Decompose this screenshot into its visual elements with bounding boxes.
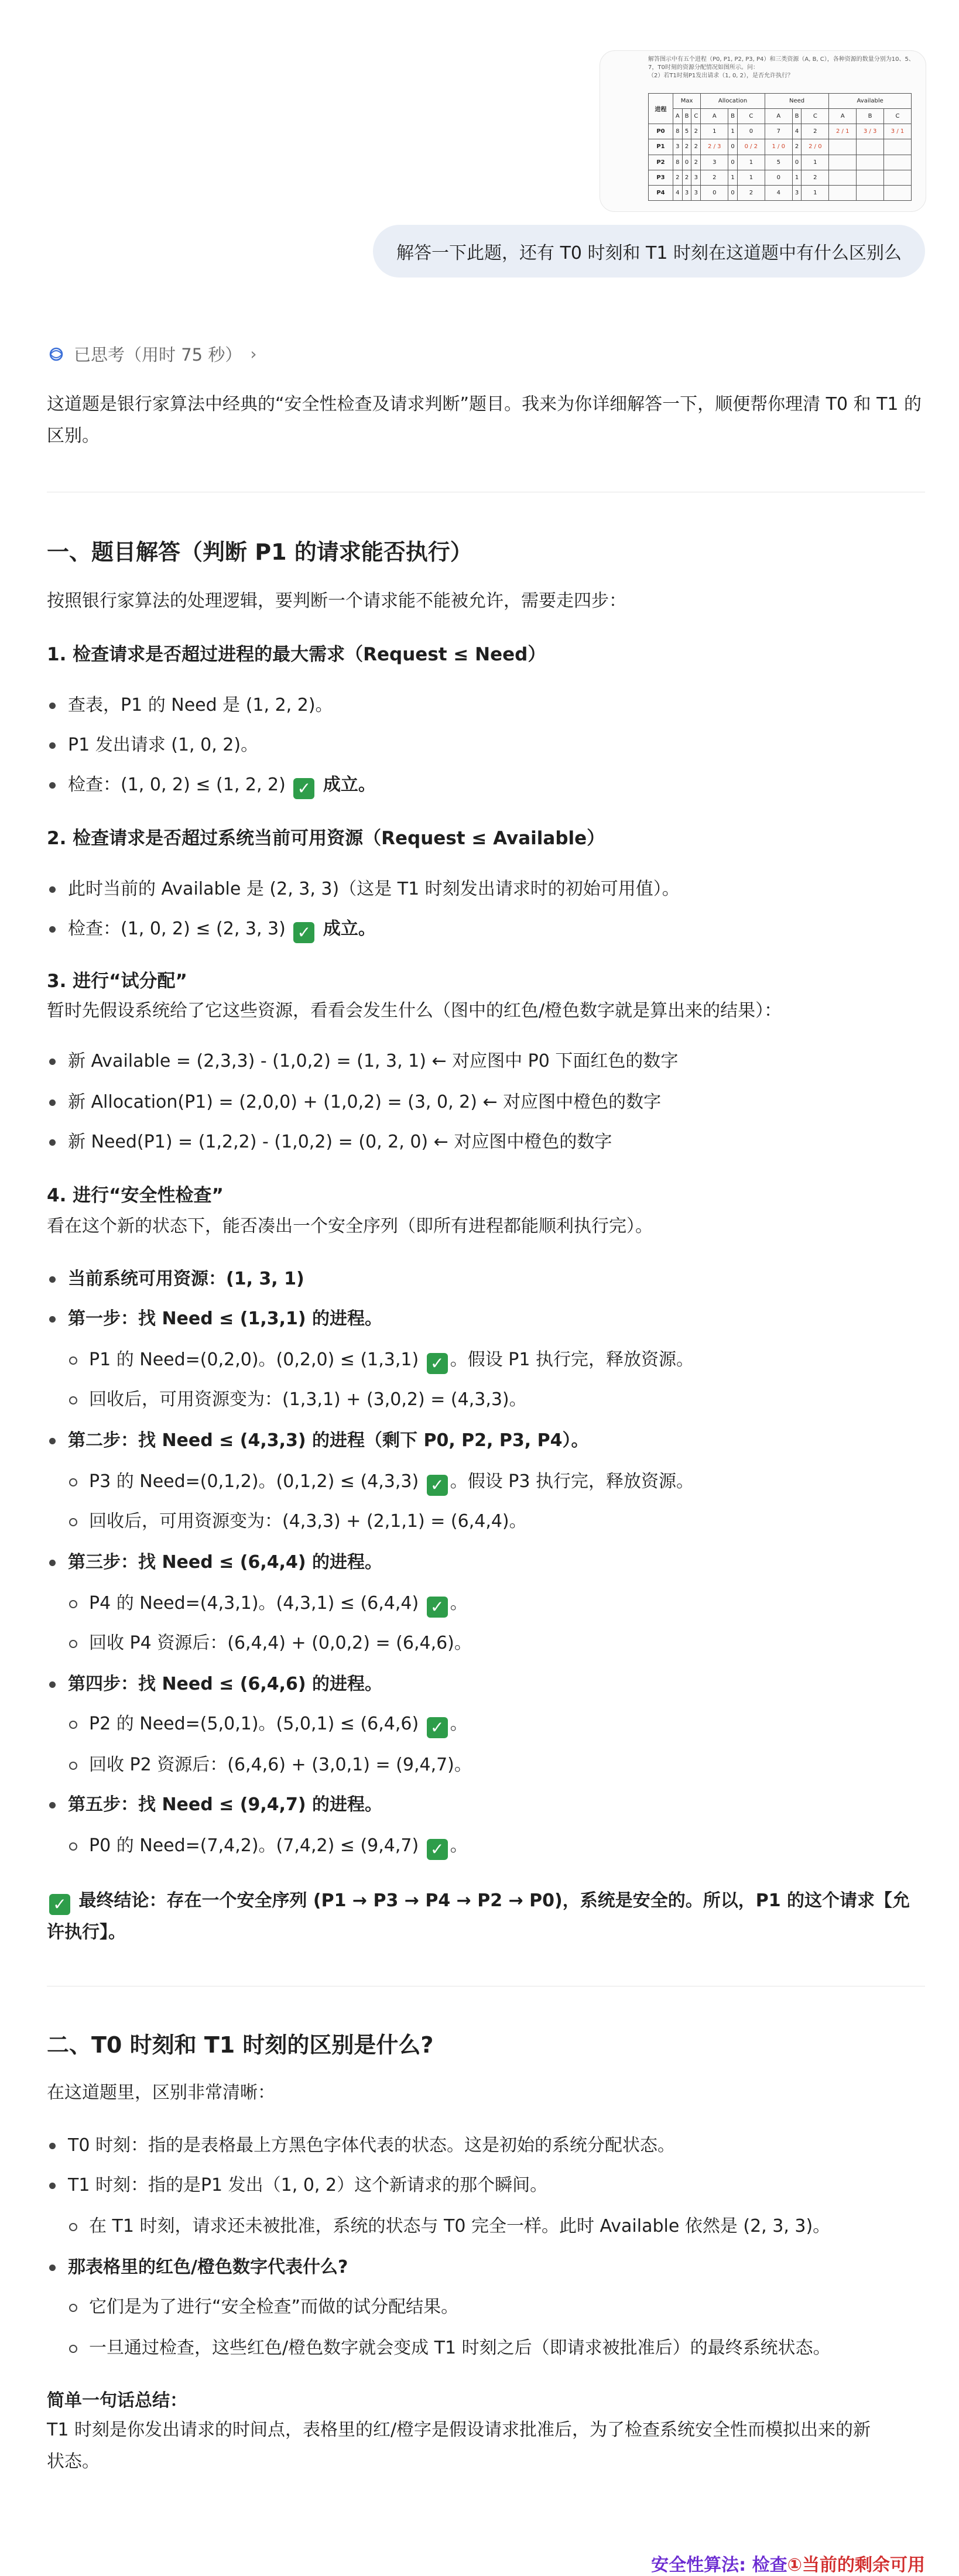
sub-list-item: 它们是为了进行“安全检查”而做的试分配结果。 bbox=[89, 2291, 458, 2323]
list-item-text: 成立。 bbox=[317, 919, 376, 939]
check-icon: ✓ bbox=[427, 1475, 448, 1496]
sub-list-item bbox=[89, 1344, 694, 1376]
col-abc: A bbox=[673, 109, 682, 124]
section-1-lead: 按照银行家算法的处理逻辑，要判断一个请求能不能被允许，需要走四步： bbox=[47, 591, 626, 611]
user-message-text: 解答一下此题，还有 T0 时刻和 T1 时刻在这道题中有什么区别么 bbox=[396, 243, 902, 263]
thinking-toggle[interactable] bbox=[47, 342, 257, 366]
table-row bbox=[649, 155, 912, 170]
step2-title: 2. 检查请求是否超过系统当前可用资源（Request ≤ Available） bbox=[47, 828, 605, 849]
table-cell: 2 / 0 bbox=[802, 139, 829, 155]
image-caption-line: 解答图示中有五个进程（P0, P1, P2, P3, P4）和三类资源（A, B, C），各种资源的数量分别为10、5、7，T0时刻的资源分配情况如图所示。问： bbox=[648, 56, 915, 71]
sub-list-item: 回收 P2 资源后：(6,4,6) + (3,0,1) = (9,4,7)。 bbox=[89, 1749, 472, 1781]
check-icon: ✓ bbox=[293, 922, 314, 943]
table-cell: 5 bbox=[765, 155, 792, 170]
sub-list-item bbox=[89, 1708, 468, 1740]
sub-list-item: 在 T1 时刻，请求还未被批准，系统的状态与 T0 完全一样。此时 Available 依然是 (2, 3, 3)。 bbox=[89, 2211, 830, 2242]
list-item: 那表格里的红色/橙色数字代表什么? bbox=[68, 2252, 348, 2283]
table-cell: P0 bbox=[649, 124, 673, 139]
check-icon: ✓ bbox=[427, 1353, 448, 1374]
table-cell: 1 bbox=[802, 185, 829, 200]
section-2-title: 二、T0 时刻和 T1 时刻的区别是什么? bbox=[47, 2032, 434, 2058]
table-cell: 1 bbox=[737, 170, 765, 185]
table-cell bbox=[884, 185, 912, 200]
table-cell: P4 bbox=[649, 185, 673, 200]
table-cell: P2 bbox=[649, 155, 673, 170]
table-cell: 7 bbox=[765, 124, 792, 139]
image-caption bbox=[648, 56, 916, 80]
table-cell: 0 bbox=[737, 124, 765, 139]
table-cell: 3 bbox=[682, 185, 691, 200]
summary-text: T1 时刻是你发出请求的时间点，表格里的红/橙字是假设请求批准后，为了检查系统安全性而模拟出来的新 bbox=[47, 2420, 871, 2440]
conclusion bbox=[47, 1885, 925, 1948]
footer-text-a: 安全性算法: 检查 bbox=[651, 2555, 787, 2575]
resource-table bbox=[648, 93, 912, 201]
table-cell bbox=[857, 170, 884, 185]
table-cell bbox=[829, 139, 857, 155]
section-1-title: 一、题目解答（判断 P1 的请求能否执行） bbox=[47, 539, 472, 565]
list-item: 第五步：找 Need ≤ (9,4,7) 的进程。 bbox=[68, 1789, 382, 1821]
table-cell: 2 bbox=[682, 139, 691, 155]
table-cell: 2 bbox=[737, 185, 765, 200]
conclusion-text: 许执行】。 bbox=[47, 1922, 126, 1943]
list-item: 查表，P1 的 Need 是 (1, 2, 2)。 bbox=[68, 690, 333, 721]
list-item-text: 检查：(1, 0, 2) ≤ (1, 2, 2) bbox=[68, 775, 292, 795]
sub-list-item-text: 。 bbox=[450, 1593, 468, 1614]
table-row bbox=[649, 170, 912, 185]
step3-title: 3. 进行“试分配” bbox=[47, 971, 187, 992]
sub-list-item bbox=[89, 1830, 468, 1862]
list-item: 第四步：找 Need ≤ (6,4,6) 的进程。 bbox=[68, 1669, 382, 1700]
list-item: 当前系统可用资源：(1, 3, 1) bbox=[68, 1263, 304, 1295]
sub-list-item-text: 。 bbox=[450, 1835, 468, 1856]
sub-list-item-text: 。假设 P3 执行完，释放资源。 bbox=[450, 1471, 694, 1492]
table-cell: 2 bbox=[691, 139, 701, 155]
table-cell: 0 bbox=[728, 185, 738, 200]
step4-title: 4. 进行“安全性检查” bbox=[47, 1185, 224, 1206]
resource-table-grid bbox=[648, 93, 912, 201]
table-cell: 0 / 2 bbox=[737, 139, 765, 155]
table-cell: 2 bbox=[682, 170, 691, 185]
sub-list-item: 回收后，可用资源变为：(4,3,3) + (2,1,1) = (6,4,4)。 bbox=[89, 1506, 527, 1537]
attached-image[interactable] bbox=[600, 50, 926, 212]
list-item: 第三步：找 Need ≤ (6,4,4) 的进程。 bbox=[68, 1547, 382, 1578]
table-cell: 2 bbox=[701, 170, 728, 185]
sub-list-item bbox=[89, 1466, 694, 1498]
sub-list-item: 回收后，可用资源变为：(1,3,1) + (3,0,2) = (4,3,3)。 bbox=[89, 1384, 527, 1416]
table-cell: 4 bbox=[765, 185, 792, 200]
list-item: 新 Allocation(P1) = (2,0,0) + (1,0,2) = (3, 0, 2) ← 对应图中橙色的数字 bbox=[68, 1087, 661, 1118]
table-cell: 1 bbox=[728, 170, 738, 185]
step3-lead: 暂时先假设系统给了它这些资源，看看会发生什么（图中的红色/橙色数字就是算出来的结果）： bbox=[47, 1001, 782, 1021]
table-cell: P1 bbox=[649, 139, 673, 155]
check-icon: ✓ bbox=[427, 1839, 448, 1860]
col-abc: A bbox=[829, 109, 857, 124]
table-cell: 8 bbox=[673, 124, 682, 139]
table-cell: 3 bbox=[691, 170, 701, 185]
user-message-bubble bbox=[373, 225, 925, 278]
table-cell: 2 bbox=[802, 170, 829, 185]
section-2-lead: 在这道题里，区别非常清晰： bbox=[47, 2082, 275, 2103]
summary-paragraph bbox=[47, 2414, 925, 2478]
col-abc: B bbox=[857, 109, 884, 124]
list-item: 新 Available = (2,3,3) - (1,0,2) = (1, 3, 1) ← 对应图中 P0 下面红色的数字 bbox=[68, 1046, 678, 1077]
th-max: Max bbox=[673, 94, 700, 109]
table-cell: 2 bbox=[792, 139, 802, 155]
table-cell: 0 bbox=[792, 155, 802, 170]
thinking-label: 已思考（用时 75 秒） bbox=[74, 345, 242, 365]
intro-paragraph bbox=[47, 389, 925, 452]
table-cell: 2 bbox=[691, 124, 701, 139]
summary-text: 状态。 bbox=[47, 2451, 100, 2472]
sub-list-item-text: 。假设 P1 执行完，释放资源。 bbox=[450, 1349, 694, 1370]
list-item: 此时当前的 Available 是 (2, 3, 3)（这是 T1 时刻发出请求时的初始可用值）。 bbox=[68, 873, 680, 905]
cropped-footer-note bbox=[651, 2550, 925, 2576]
table-cell bbox=[829, 170, 857, 185]
step4-lead: 看在这个新的状态下，能否凑出一个安全序列（即所有进程都能顺利执行完）。 bbox=[47, 1216, 653, 1236]
sub-list-item bbox=[89, 1588, 468, 1619]
conclusion-text: 最终结论：存在一个安全序列 (P1 → P3 → P4 → P2 → P0)，系统是安全的。所以，P1 的这个请求【允 bbox=[73, 1890, 910, 1911]
table-cell: 1 bbox=[737, 155, 765, 170]
table-cell: 0 bbox=[728, 139, 738, 155]
col-abc: B bbox=[728, 109, 738, 124]
chevron-right-icon: › bbox=[250, 344, 257, 364]
summary-title: 简单一句话总结： bbox=[47, 2390, 187, 2411]
list-item: 新 Need(P1) = (1,2,2) - (1,0,2) = (0, 2, 0) ← 对应图中橙色的数字 bbox=[68, 1126, 612, 1158]
sub-list-item-text: P2 的 Need=(5,0,1)。(5,0,1) ≤ (6,4,6) bbox=[89, 1714, 424, 1734]
table-cell: 8 bbox=[673, 155, 682, 170]
table-cell: 0 bbox=[682, 155, 691, 170]
list-item bbox=[68, 769, 376, 801]
table-cell bbox=[884, 155, 912, 170]
col-abc: B bbox=[792, 109, 802, 124]
col-abc: C bbox=[884, 109, 912, 124]
table-cell: 0 bbox=[765, 170, 792, 185]
list-item: T1 时刻：指的是P1 发出（1, 0, 2）这个新请求的那个瞬间。 bbox=[68, 2170, 547, 2201]
table-cell: 2 bbox=[802, 124, 829, 139]
list-item bbox=[68, 913, 376, 945]
sub-list-item: 一旦通过检查，这些红色/橙色数字就会变成 T1 时刻之后（即请求被批准后）的最终系统状态。 bbox=[89, 2332, 831, 2364]
table-cell: 3 / 3 bbox=[857, 124, 884, 139]
col-abc: C bbox=[737, 109, 765, 124]
table-cell bbox=[829, 185, 857, 200]
sub-list-item-text: P1 的 Need=(0,2,0)。(0,2,0) ≤ (1,3,1) bbox=[89, 1349, 424, 1370]
list-item: P1 发出请求 (1, 0, 2)。 bbox=[68, 729, 258, 761]
table-cell: 0 bbox=[728, 155, 738, 170]
table-cell bbox=[857, 139, 884, 155]
check-icon: ✓ bbox=[293, 778, 314, 799]
list-item-text: 成立。 bbox=[317, 775, 376, 795]
table-cell: 1 bbox=[701, 124, 728, 139]
th-need: Need bbox=[765, 94, 828, 109]
col-abc: A bbox=[765, 109, 792, 124]
col-abc: C bbox=[802, 109, 829, 124]
th-avail: Available bbox=[829, 94, 912, 109]
table-cell: 3 bbox=[792, 185, 802, 200]
table-cell bbox=[884, 139, 912, 155]
th-alloc: Allocation bbox=[701, 94, 765, 109]
table-cell: 3 bbox=[691, 185, 701, 200]
abc-row bbox=[649, 109, 912, 124]
table-cell: P3 bbox=[649, 170, 673, 185]
table-row bbox=[649, 124, 912, 139]
table-cell bbox=[857, 185, 884, 200]
table-cell bbox=[829, 155, 857, 170]
table-cell: 2 / 3 bbox=[701, 139, 728, 155]
table-cell: 4 bbox=[673, 185, 682, 200]
table-cell: 1 bbox=[802, 155, 829, 170]
sub-list-item-text: P0 的 Need=(7,4,2)。(7,4,2) ≤ (9,4,7) bbox=[89, 1835, 424, 1856]
sub-list-item-text: 。 bbox=[450, 1714, 468, 1734]
sub-list-item-text: P3 的 Need=(0,1,2)。(0,1,2) ≤ (4,3,3) bbox=[89, 1471, 424, 1492]
check-icon: ✓ bbox=[427, 1717, 448, 1738]
th-process: 进程 bbox=[649, 94, 673, 124]
list-item: 第一步：找 Need ≤ (1,3,1) 的进程。 bbox=[68, 1303, 382, 1335]
table-cell: 3 bbox=[701, 155, 728, 170]
col-abc: C bbox=[691, 109, 701, 124]
table-cell: 0 bbox=[701, 185, 728, 200]
col-abc: B bbox=[682, 109, 691, 124]
thinking-icon bbox=[47, 345, 66, 364]
table-cell: 1 / 0 bbox=[765, 139, 792, 155]
table-cell: 2 bbox=[673, 170, 682, 185]
table-row bbox=[649, 139, 912, 155]
table-cell: 1 bbox=[792, 170, 802, 185]
sub-list-item-text: P4 的 Need=(4,3,1)。(4,3,1) ≤ (6,4,4) bbox=[89, 1593, 424, 1614]
table-row bbox=[649, 185, 912, 200]
table-cell: 4 bbox=[792, 124, 802, 139]
table-cell bbox=[857, 155, 884, 170]
table-cell bbox=[884, 170, 912, 185]
table-cell: 3 / 1 bbox=[884, 124, 912, 139]
table-cell: 2 bbox=[691, 155, 701, 170]
table-cell: 5 bbox=[682, 124, 691, 139]
step1-title: 1. 检查请求是否超过进程的最大需求（Request ≤ Need） bbox=[47, 644, 546, 665]
check-icon: ✓ bbox=[49, 1894, 70, 1915]
col-abc: A bbox=[701, 109, 728, 124]
table-cell: 2 / 1 bbox=[829, 124, 857, 139]
intro-text: 这道题是银行家算法中经典的“安全性检查及请求判断”题目。我来为你详细解答一下，顺便帮你理清 T0 和 T1 的区别。 bbox=[47, 394, 922, 446]
sub-list-item: 回收 P4 资源后：(6,4,4) + (0,0,2) = (6,4,6)。 bbox=[89, 1628, 472, 1659]
list-item: T0 时刻：指的是表格最上方黑色字体代表的状态。这是初始的系统分配状态。 bbox=[68, 2130, 675, 2161]
table-cell: 3 bbox=[673, 139, 682, 155]
list-item-text: 检查：(1, 0, 2) ≤ (2, 3, 3) bbox=[68, 919, 292, 939]
image-caption-line: （2）若T1时刻P1发出请求（1, 0, 2），是否允许执行？ bbox=[648, 73, 794, 79]
table-cell: 1 bbox=[728, 124, 738, 139]
list-item: 第二步：找 Need ≤ (4,3,3) 的进程（剩下 P0, P2, P3, P4）。 bbox=[68, 1425, 588, 1457]
check-icon: ✓ bbox=[427, 1597, 448, 1618]
footer-text-b: ①当前的剩余可用 bbox=[787, 2555, 925, 2575]
